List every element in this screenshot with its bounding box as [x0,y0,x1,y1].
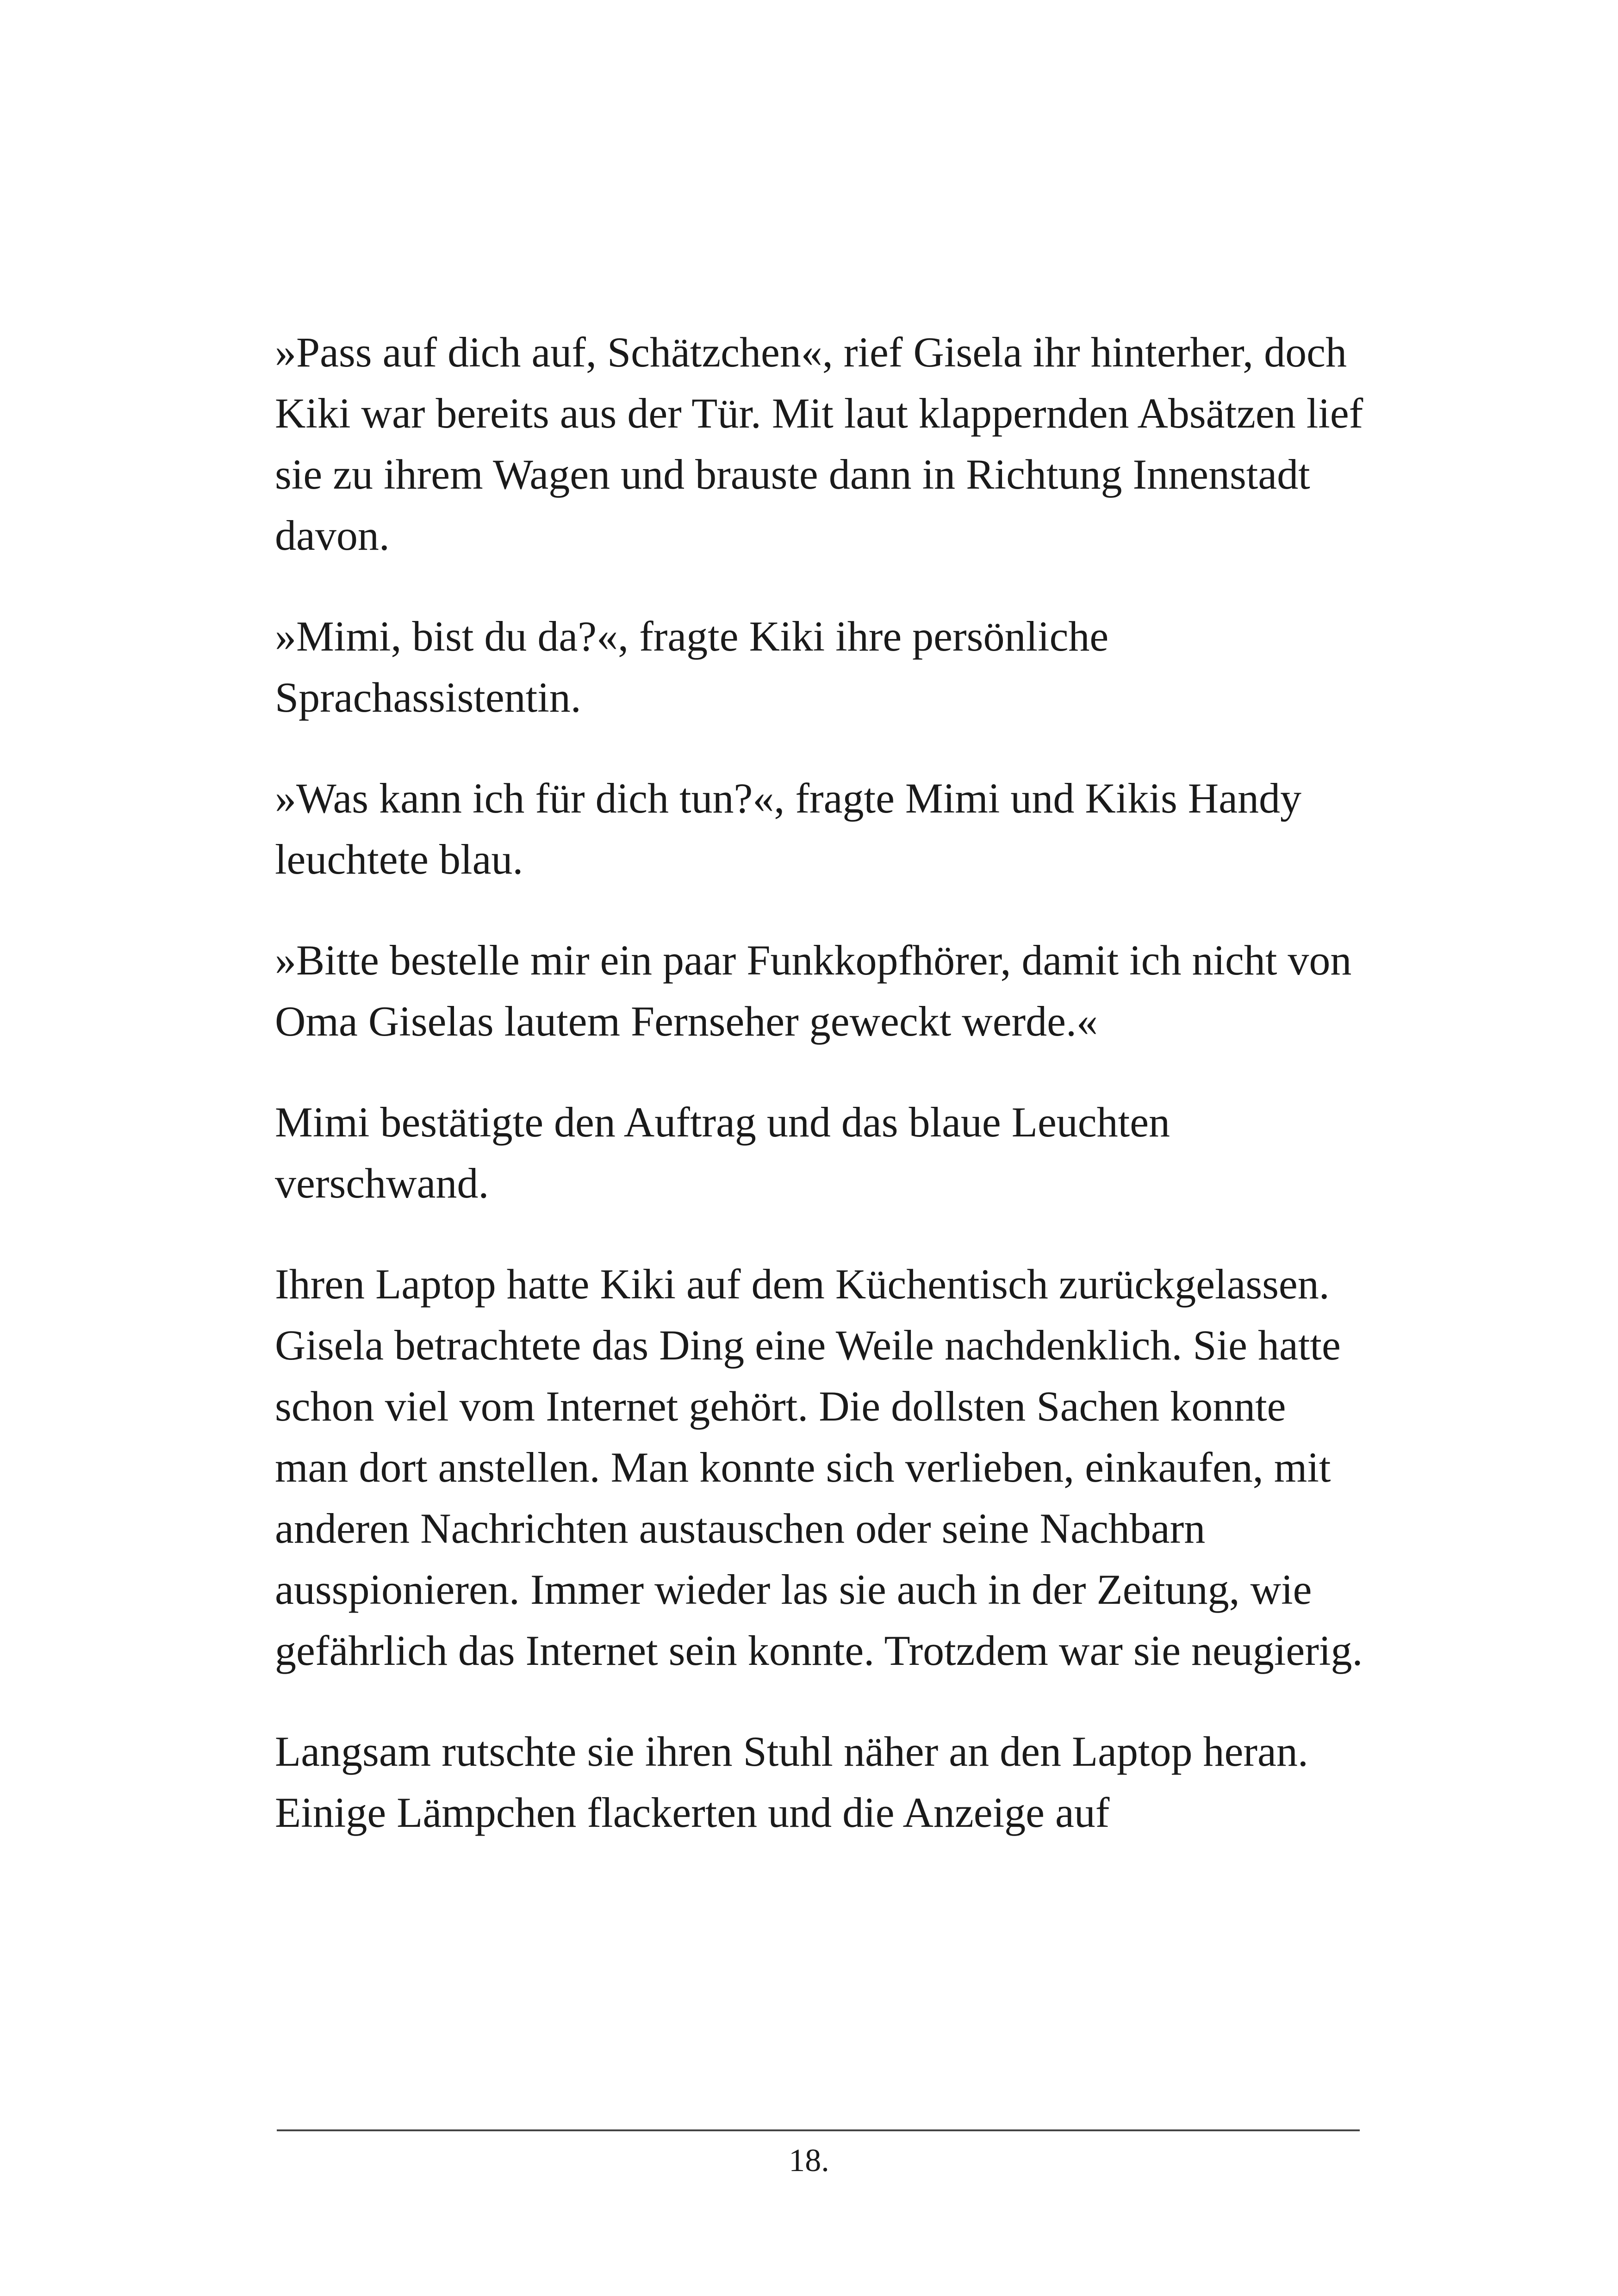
paragraph-3: »Was kann ich für dich tun?«, fragte Mimi und Kikis Handy leuchtete blau. [275,775,1302,883]
footer-divider [277,2129,1360,2131]
paragraph-6: Ihren Laptop hatte Kiki auf dem Küchentisch zurückgelassen. Gisela betrachtete das Ding eine Weile nachdenklich. Sie hatte schon viel vom Internet gehört. Die dollsten Sachen konnte man dort anstellen. Man konnte sich verlieben, einkaufen, mit anderen Nachrichten austauschen oder seine Nachbarn ausspionieren. Immer wieder las sie auch in der Zeitung, wie gefährlich das Internet sein konnte. Trotzdem war sie neugierig. [275,1260,1363,1674]
page-number: 18. [789,2143,829,2178]
paragraph-4: »Bitte bestelle mir ein paar Funkkopfhörer, damit ich nicht von Oma Giselas lautem Fernseher geweckt werde.« [275,937,1352,1045]
body-text [275,322,1367,1843]
paragraph-5: Mimi bestätigte den Auftrag und das blaue Leuchten verschwand. [275,1098,1170,1207]
paragraph-2: »Mimi, bist du da?«, fragte Kiki ihre persönliche Sprachassistentin. [275,613,1109,721]
paragraph-7: Langsam rutschte sie ihren Stuhl näher an den Laptop heran. Einige Lämpchen flackerten und die Anzeige auf [275,1728,1308,1836]
paragraph-1: »Pass auf dich auf, Schätzchen«, rief Gisela ihr hinterher, doch Kiki war bereits aus der Tür. Mit laut klappernden Absätzen lief sie zu ihrem Wagen und brauste dann in Richtung Innenstadt davon. [275,329,1363,559]
